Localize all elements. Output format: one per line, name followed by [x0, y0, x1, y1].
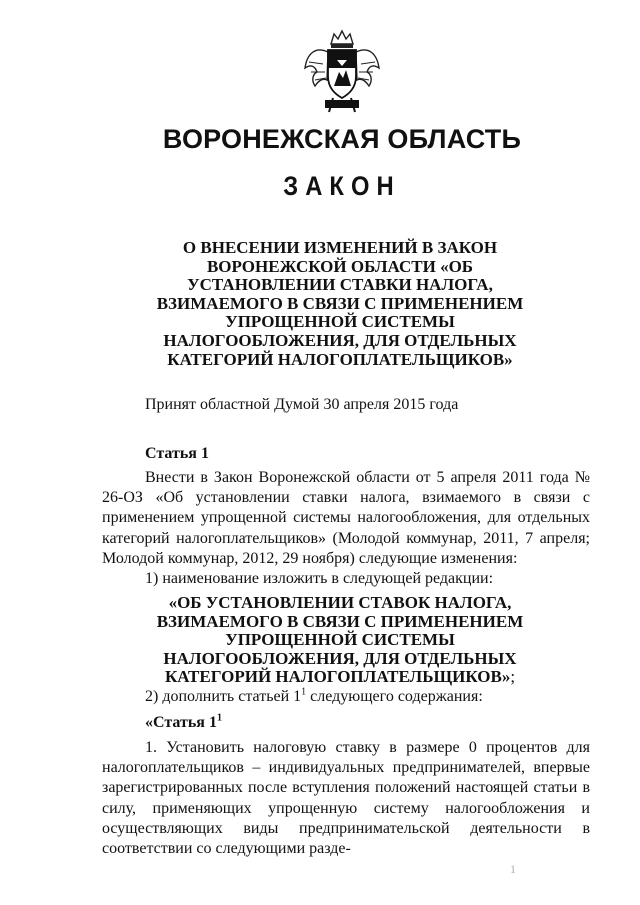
- coat-of-arms-icon: [303, 28, 381, 114]
- law-title-line: НАЛОГООБЛОЖЕНИЯ, ДЛЯ ОТДЕЛЬНЫХ: [163, 330, 517, 350]
- new-article-heading-text: «Статья 1: [145, 714, 217, 731]
- new-law-title-line: ВЗИМАЕМОГО В СВЯЗИ С ПРИМЕНЕНИЕМ: [156, 611, 524, 631]
- item-2: [145, 688, 483, 706]
- item-2-superscript: 1: [301, 686, 307, 698]
- law-title-line: ВЗИМАЕМОГО В СВЯЗИ С ПРИМЕНЕНИЕМ: [156, 293, 524, 313]
- new-law-title-line-text: КАТЕГОРИЙ НАЛОГОПЛАТЕЛЬЩИКОВ»: [164, 667, 511, 687]
- law-title: [150, 239, 530, 369]
- new-law-title-line: [150, 668, 530, 687]
- new-law-title-line: «ОБ УСТАНОВЛЕНИИ СТАВОК НАЛОГА,: [168, 593, 512, 612]
- item-2-text-end: следующего содержания:: [306, 688, 483, 705]
- new-article-superscript: 1: [216, 712, 222, 724]
- item-2-text: 2) дополнить статьей 1: [145, 688, 302, 705]
- page-mark: 1: [510, 862, 516, 876]
- law-title-line: О ВНЕСЕНИИ ИЗМЕНЕНИЙ В ЗАКОН: [182, 238, 498, 257]
- law-title-line: УСТАНОВЛЕНИИ СТАВКИ НАЛОГА,: [187, 275, 493, 295]
- new-law-title-line: УПРОЩЕННОЙ СИСТЕМЫ: [225, 630, 455, 650]
- law-title-line: УПРОЩЕННОЙ СИСТЕМЫ: [225, 312, 455, 332]
- region-title: ВОРОНЕЖСКАЯ ОБЛАСТЬ: [162, 124, 522, 154]
- article-1-heading: Статья 1: [145, 445, 209, 462]
- adoption-date: Принят областной Думой 30 апреля 2015 года: [145, 396, 459, 413]
- document-type: ЗАКОН: [283, 171, 401, 201]
- new-law-title-line: НАЛОГООБЛОЖЕНИЯ, ДЛЯ ОТДЕЛЬНЫХ: [163, 648, 517, 668]
- new-law-title: [150, 594, 530, 687]
- law-title-line: ВОРОНЕЖСКОЙ ОБЛАСТИ «ОБ: [206, 256, 474, 276]
- article-1-intro: Внести в Закон Воронежской области от 5 апреля 2011 года № 26-ОЗ «Об установлении ставки налога, взимаемого в связи с применением упрощенной системы налогообложения, для отдельных категорий налогоплательщиков» (Молодой коммунар, 2011, 7 апреля; Молодой коммунар, 2012, 29 ноября) следующие изменения:: [102, 469, 590, 567]
- new-law-title-tail: ;: [510, 667, 516, 687]
- item-1: 1) наименование изложить в следующей редакции:: [145, 570, 494, 587]
- new-article-point-1: 1. Установить налоговую ставку в размере 0 процентов для налогоплательщиков – индивидуальных предпринимателей, впервые зарегистрированных после вступления положений настоящей статьи в силу, применяющих упрощенную систему налогообложения и осуществляющих виды предпринимательской деятельности в соответствии со следующими разде-: [102, 739, 590, 858]
- law-title-line: КАТЕГОРИЙ НАЛОГОПЛАТЕЛЬЩИКОВ»: [167, 349, 513, 369]
- new-article-heading: [145, 714, 222, 732]
